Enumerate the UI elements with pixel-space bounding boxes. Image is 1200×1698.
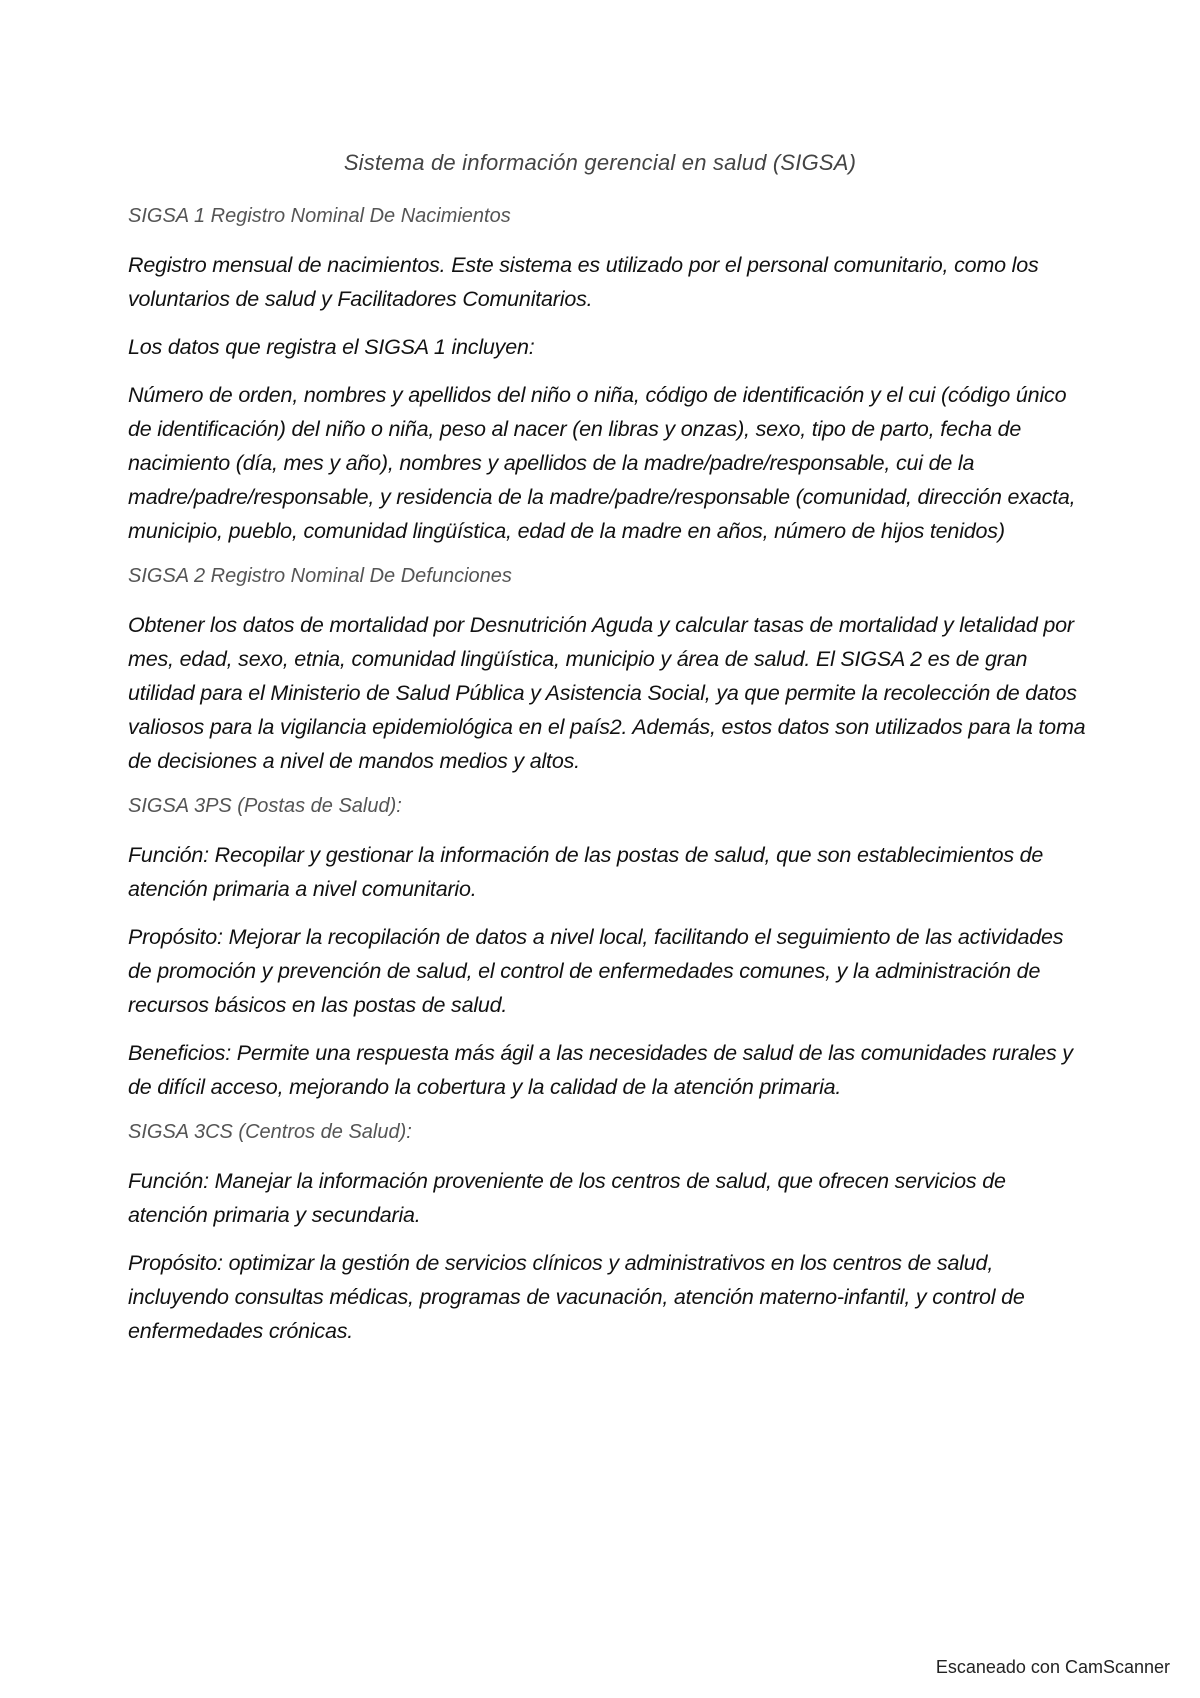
paragraph: Función: Manejar la información proveniente de los centros de salud, que ofrecen servicios de atención primaria y secundaria. — [128, 1169, 1006, 1227]
document-title: Sistema de información gerencial en salud (SIGSA) — [343, 150, 857, 175]
paragraph: Número de orden, nombres y apellidos del niño o niña, código de identificación y el cui (código único de identificación) del niño o niña, peso al nacer (en libras y onzas), sexo, tipo de parto, fecha de nacimiento (día, mes y año), nombres y apellidos de la madre/padre/responsable, cui de la madre/padre/responsable, y residencia de la madre/padre/responsable (comunidad, dirección exacta, municipio, pueblo, comunidad lingüística, edad de la madre en años, número de hijos tenidos) — [128, 383, 1076, 543]
document-body — [128, 202, 1088, 1362]
section-sigsa-3ps — [128, 792, 1088, 1104]
paragraph: Los datos que registra el SIGSA 1 incluyen: — [128, 335, 535, 359]
section-heading: SIGSA 1 Registro Nominal De Nacimientos — [128, 205, 511, 227]
camscanner-watermark: Escaneado con CamScanner — [935, 1657, 1170, 1677]
section-heading: SIGSA 3CS (Centros de Salud): — [128, 1121, 412, 1143]
paragraph: Propósito: Mejorar la recopilación de datos a nivel local, facilitando el seguimiento de las actividades de promoción y prevención de salud, el control de enfermedades comunes, y la administración de recursos básicos en las postas de salud. — [128, 925, 1064, 1017]
section-heading: SIGSA 3PS (Postas de Salud): — [128, 795, 402, 817]
section-heading: SIGSA 2 Registro Nominal De Defunciones — [128, 565, 512, 587]
paragraph: Obtener los datos de mortalidad por Desnutrición Aguda y calcular tasas de mortalidad y letalidad por mes, edad, sexo, etnia, comunidad lingüística, municipio y área de salud. El SIGSA 2 es de gran utilidad para el Ministerio de Salud Pública y Asistencia Social, ya que permite la recolección de datos valiosos para la vigilancia epidemiológica en el país2. Además, estos datos son utilizados para la toma de decisiones a nivel de mandos medios y altos. — [128, 613, 1086, 773]
section-sigsa-3cs — [128, 1118, 1088, 1348]
section-sigsa-1 — [128, 202, 1088, 548]
paragraph: Registro mensual de nacimientos. Este sistema es utilizado por el personal comunitario, como los voluntarios de salud y Facilitadores Comunitarios. — [128, 253, 1039, 311]
paragraph: Propósito: optimizar la gestión de servicios clínicos y administrativos en los centros de salud, incluyendo consultas médicas, programas de vacunación, atención materno-infantil, y control de enfermedades crónicas. — [128, 1251, 1025, 1343]
section-sigsa-2 — [128, 562, 1088, 778]
paragraph: Beneficios: Permite una respuesta más ágil a las necesidades de salud de las comunidades rurales y de difícil acceso, mejorando la cobertura y la calidad de la atención primaria. — [128, 1041, 1073, 1099]
paragraph: Función: Recopilar y gestionar la información de las postas de salud, que son establecimientos de atención primaria a nivel comunitario. — [128, 843, 1044, 901]
